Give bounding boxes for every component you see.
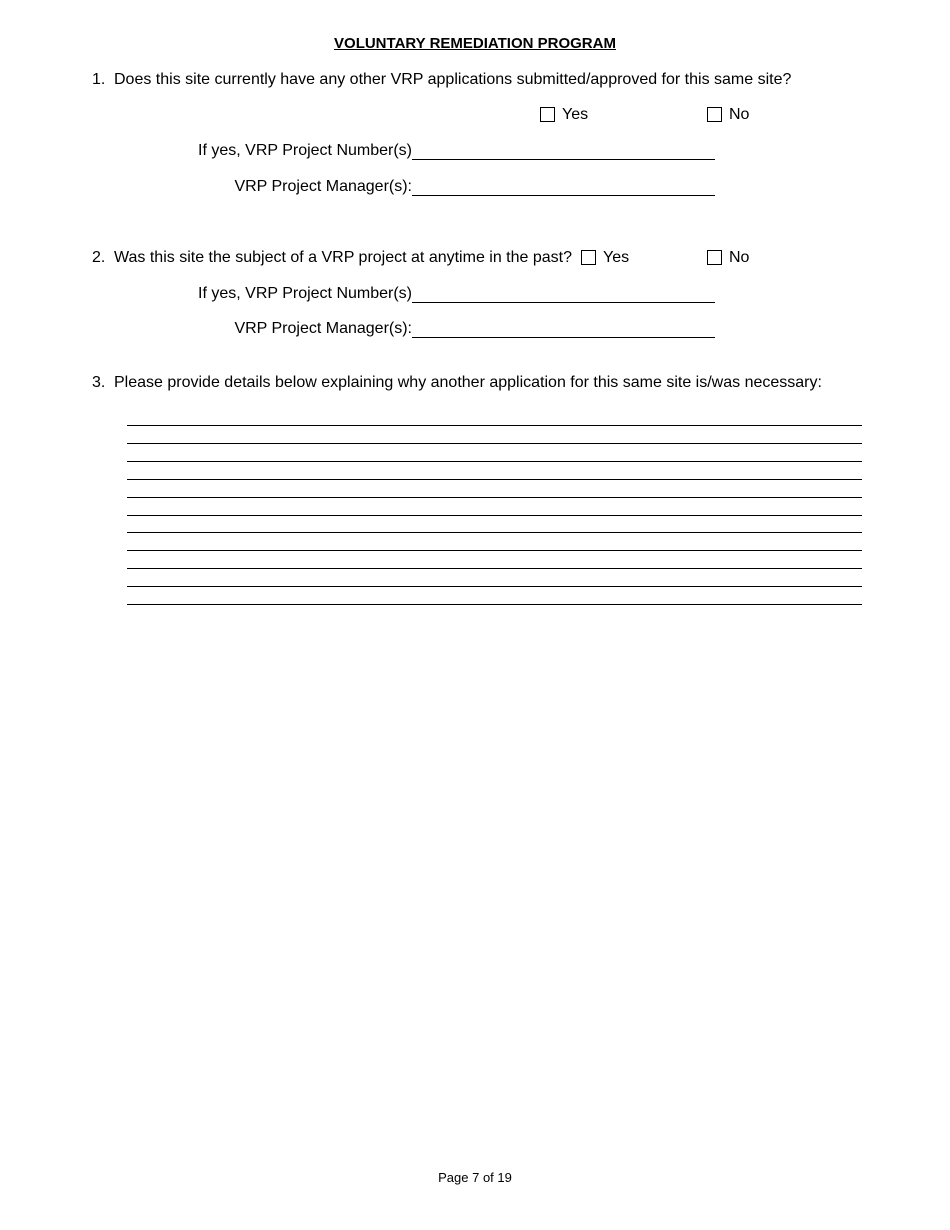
- q3-answer-line-9[interactable]: [127, 568, 862, 569]
- q2-project-manager-label: VRP Project Manager(s):: [234, 320, 412, 337]
- q2-project-number-field[interactable]: [412, 302, 715, 303]
- q1-project-number-label: If yes, VRP Project Number(s): [198, 142, 412, 159]
- q1-no-label: No: [729, 106, 750, 123]
- page-number: Page 7 of 19: [438, 1170, 512, 1185]
- question-2-text: Was this site the subject of a VRP project at anytime in the past?: [114, 249, 573, 266]
- q2-no-checkbox[interactable]: [707, 250, 722, 265]
- q1-no-checkbox[interactable]: [707, 107, 722, 122]
- q1-yes-label: Yes: [562, 106, 589, 123]
- q1-yes-checkbox[interactable]: [540, 107, 555, 122]
- q3-answer-line-6[interactable]: [127, 515, 862, 516]
- q3-answer-line-5[interactable]: [127, 497, 862, 498]
- page-title: VOLUNTARY REMEDIATION PROGRAM: [334, 35, 616, 52]
- question-1-number: 1.: [92, 71, 106, 88]
- q3-answer-line-10[interactable]: [127, 586, 862, 587]
- question-1-text: Does this site currently have any other VRP applications submitted/approved for this same site?: [114, 71, 792, 88]
- q2-project-number-label: If yes, VRP Project Number(s): [198, 285, 412, 302]
- q2-project-manager-field[interactable]: [412, 337, 715, 338]
- q3-answer-line-11[interactable]: [127, 604, 862, 605]
- q3-answer-line-4[interactable]: [127, 479, 862, 480]
- q3-answer-line-1[interactable]: [127, 425, 862, 426]
- q1-project-number-field[interactable]: [412, 159, 715, 160]
- question-2-number: 2.: [92, 249, 106, 266]
- q3-answer-line-2[interactable]: [127, 443, 862, 444]
- q1-project-manager-field[interactable]: [412, 195, 715, 196]
- question-3-text: Please provide details below explaining why another application for this same site is/was necessary:: [114, 374, 822, 391]
- q3-answer-line-8[interactable]: [127, 550, 862, 551]
- q2-no-label: No: [729, 249, 750, 266]
- question-3-number: 3.: [92, 374, 106, 391]
- q3-answer-line-3[interactable]: [127, 461, 862, 462]
- q3-answer-line-7[interactable]: [127, 532, 862, 533]
- q2-yes-label: Yes: [603, 249, 630, 266]
- q1-project-manager-label: VRP Project Manager(s):: [234, 178, 412, 195]
- q2-yes-checkbox[interactable]: [581, 250, 596, 265]
